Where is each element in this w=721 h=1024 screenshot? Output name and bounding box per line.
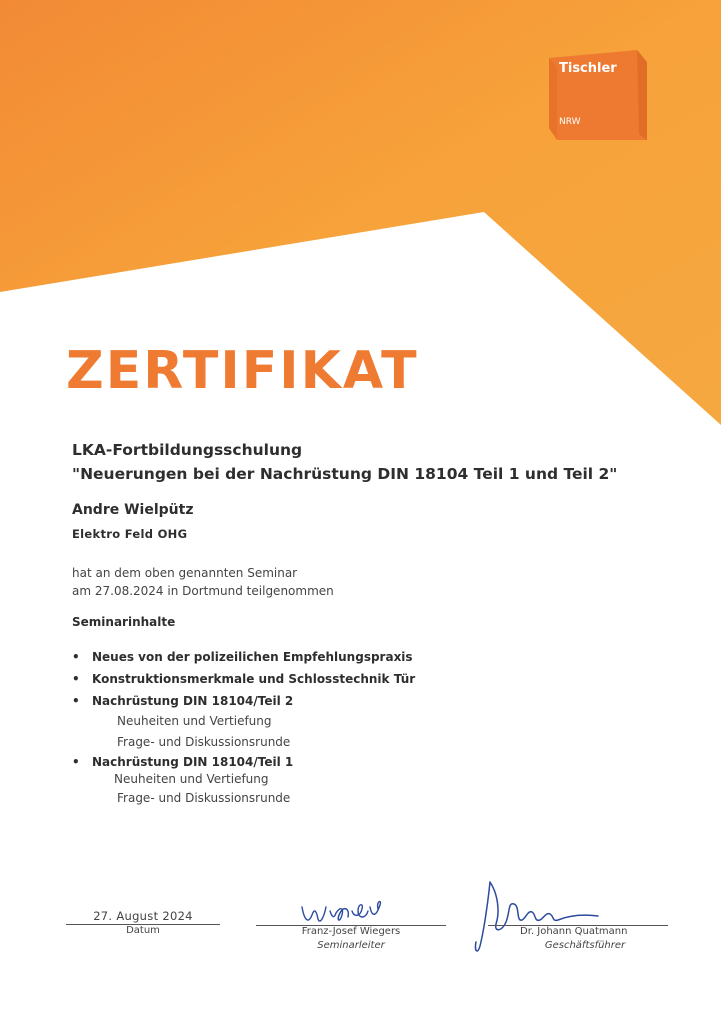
bullet-icon: • [72, 650, 80, 664]
bullet-icon: • [72, 672, 80, 686]
list-item-label: Neues von der polizeilichen Empfehlungspraxis [92, 650, 413, 664]
contents-heading: Seminarinhalte [72, 615, 176, 629]
course-title-line2: "Neuerungen bei der Nachrüstung DIN 18104 Teil 1 und Teil 2" [72, 465, 618, 483]
certificate-title: ZERTIFIKAT [66, 341, 419, 401]
list-item [72, 694, 293, 708]
managing-director-name: Dr. Johann Quatmann [520, 926, 628, 937]
list-item [72, 755, 293, 769]
list-sub-item: Neuheiten und Vertiefung [114, 772, 269, 786]
list-item-label: Konstruktionsmerkmale und Schlosstechnik Tür [92, 672, 416, 686]
date-value: 27. August 2024 [93, 909, 193, 923]
list-item [72, 650, 413, 664]
list-sub-item: Neuheiten und Vertiefung [117, 714, 272, 728]
seminar-leader-name: Franz-Josef Wiegers [301, 926, 401, 937]
date-caption: Datum [126, 925, 160, 936]
logo-region-text: NRW [559, 117, 581, 127]
bullet-icon: • [72, 694, 80, 708]
course-title-line1: LKA-Fortbildungsschulung [72, 441, 303, 459]
statement-line1: hat an dem oben genannten Seminar [72, 566, 298, 580]
list-item-label: Nachrüstung DIN 18104/Teil 1 [92, 755, 294, 769]
seminar-leader-role: Seminarleiter [317, 940, 385, 951]
participant-company: Elektro Feld OHG [72, 527, 188, 541]
list-item-label: Nachrüstung DIN 18104/Teil 2 [92, 694, 294, 708]
bullet-icon: • [72, 755, 80, 769]
logo-brand-text: Tischler [559, 61, 617, 76]
list-sub-item: Frage- und Diskussionsrunde [117, 791, 291, 805]
statement-line2: am 27.08.2024 in Dortmund teilgenommen [72, 584, 334, 598]
list-sub-item: Frage- und Diskussionsrunde [117, 735, 291, 749]
participant-name: Andre Wielpütz [72, 502, 194, 518]
managing-director-role: Geschäftsführer [544, 940, 626, 951]
list-item [72, 672, 415, 686]
